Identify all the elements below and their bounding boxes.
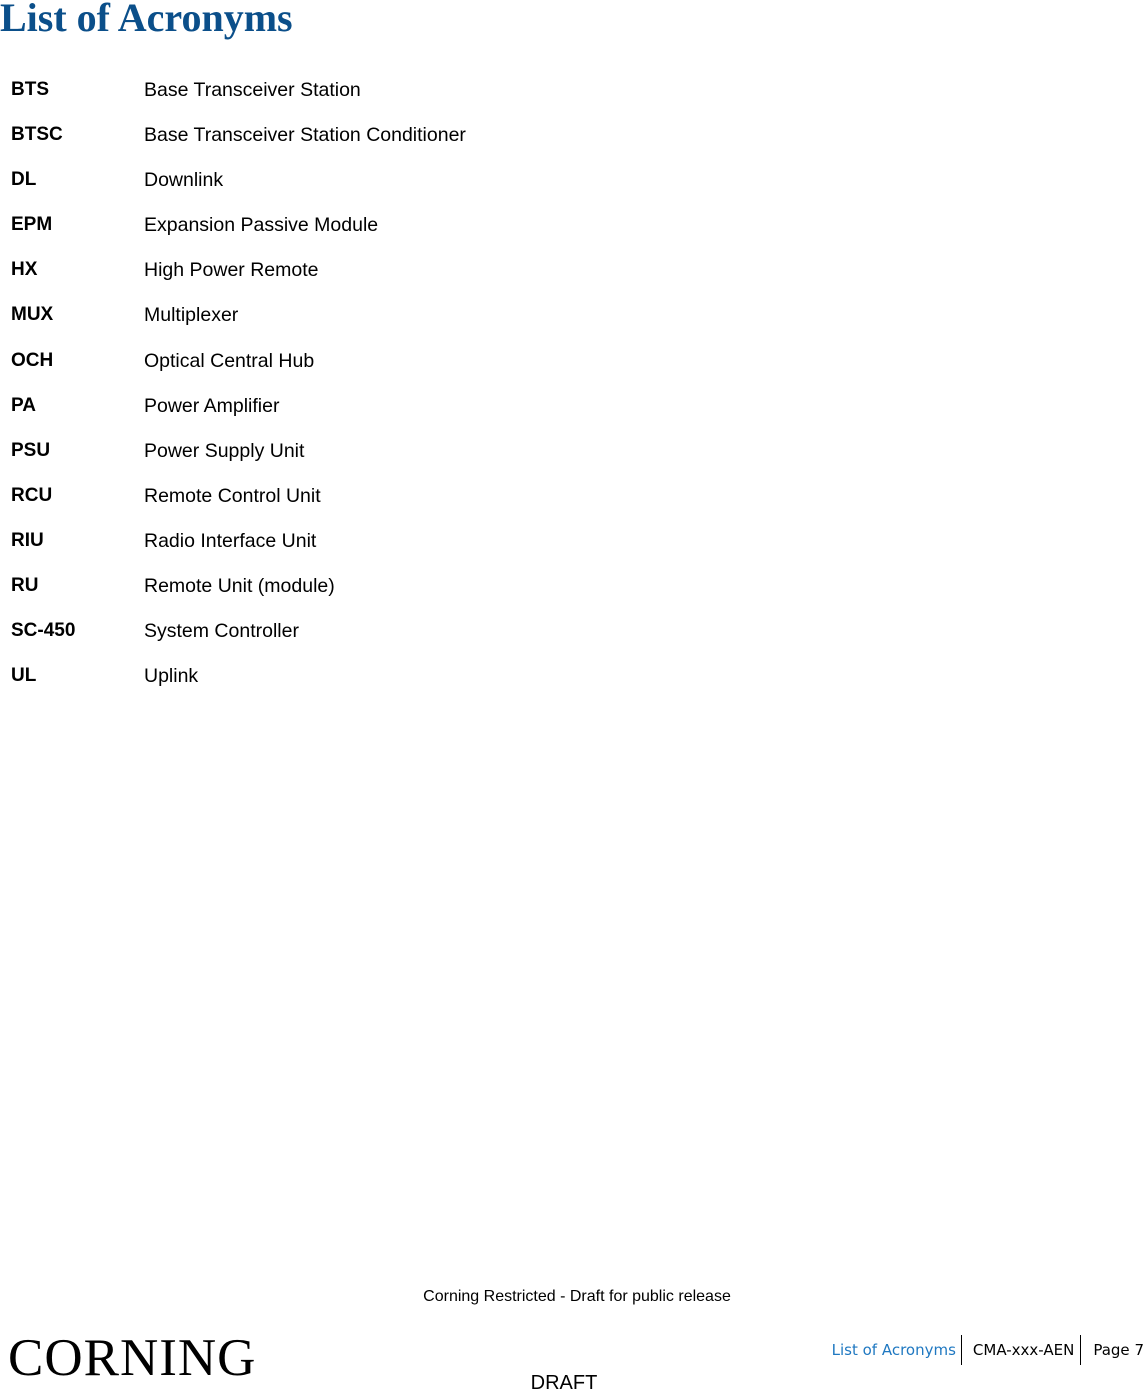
acronym-term: EPM xyxy=(11,214,53,236)
acronym-row xyxy=(11,572,811,617)
acronym-definition: Remote Control Unit xyxy=(144,484,321,507)
corning-logo: CORNING xyxy=(8,1329,257,1387)
acronym-definition: Downlink xyxy=(144,169,224,192)
acronym-row xyxy=(11,617,811,662)
acronym-row xyxy=(11,662,811,707)
acronym-row xyxy=(11,121,811,166)
acronym-row xyxy=(11,527,811,572)
acronym-definition: High Power Remote xyxy=(144,259,319,282)
acronym-definition: Uplink xyxy=(144,665,199,688)
acronym-definition: Multiplexer xyxy=(144,304,239,327)
acronym-definition: System Controller xyxy=(144,620,299,643)
acronym-term: RIU xyxy=(11,529,44,551)
acronym-list xyxy=(11,76,811,707)
acronym-row xyxy=(11,166,811,211)
acronym-definition: Radio Interface Unit xyxy=(144,529,317,552)
acronym-term: RU xyxy=(11,575,39,597)
acronym-row xyxy=(11,76,811,121)
acronym-term: BTS xyxy=(11,79,49,100)
acronym-definition: Expansion Passive Module xyxy=(144,214,379,237)
acronym-definition: Base Transceiver Station xyxy=(144,79,361,101)
acronym-definition: Base Transceiver Station Conditioner xyxy=(144,124,466,147)
footer-section-link[interactable]: List of Acronyms xyxy=(832,1335,962,1365)
page-title: List of Acronyms xyxy=(0,0,293,40)
acronym-term: SC-450 xyxy=(11,620,76,642)
acronym-term: PA xyxy=(11,394,36,416)
page-number: 7 xyxy=(1134,1341,1144,1359)
acronym-term: OCH xyxy=(11,349,54,371)
acronym-row xyxy=(11,347,811,392)
acronym-term: RCU xyxy=(11,484,53,506)
footer-nav xyxy=(832,1335,1144,1365)
acronym-row xyxy=(11,392,811,437)
acronym-term: UL xyxy=(11,665,37,687)
acronym-definition: Power Amplifier xyxy=(144,394,280,417)
acronym-definition: Optical Central Hub xyxy=(144,349,315,372)
acronym-row xyxy=(11,301,811,346)
acronym-row xyxy=(11,437,811,482)
footer-doc-id: CMA-xxx-AEN xyxy=(962,1335,1081,1365)
acronym-row xyxy=(11,211,811,256)
acronym-term: DL xyxy=(11,169,37,191)
page-label: Page xyxy=(1093,1341,1130,1359)
draft-mark: DRAFT xyxy=(530,1372,598,1394)
acronym-term: BTSC xyxy=(11,124,63,146)
footer-notice: Corning Restricted - Draft for public release xyxy=(423,1288,731,1305)
footer-page-number xyxy=(1081,1335,1144,1365)
acronym-definition: Remote Unit (module) xyxy=(144,575,335,598)
acronym-definition: Power Supply Unit xyxy=(144,439,305,462)
acronym-term: MUX xyxy=(11,304,54,326)
acronym-term: HX xyxy=(11,259,38,281)
acronym-term: PSU xyxy=(11,439,51,461)
acronym-row xyxy=(11,256,811,301)
acronym-row xyxy=(11,482,811,527)
